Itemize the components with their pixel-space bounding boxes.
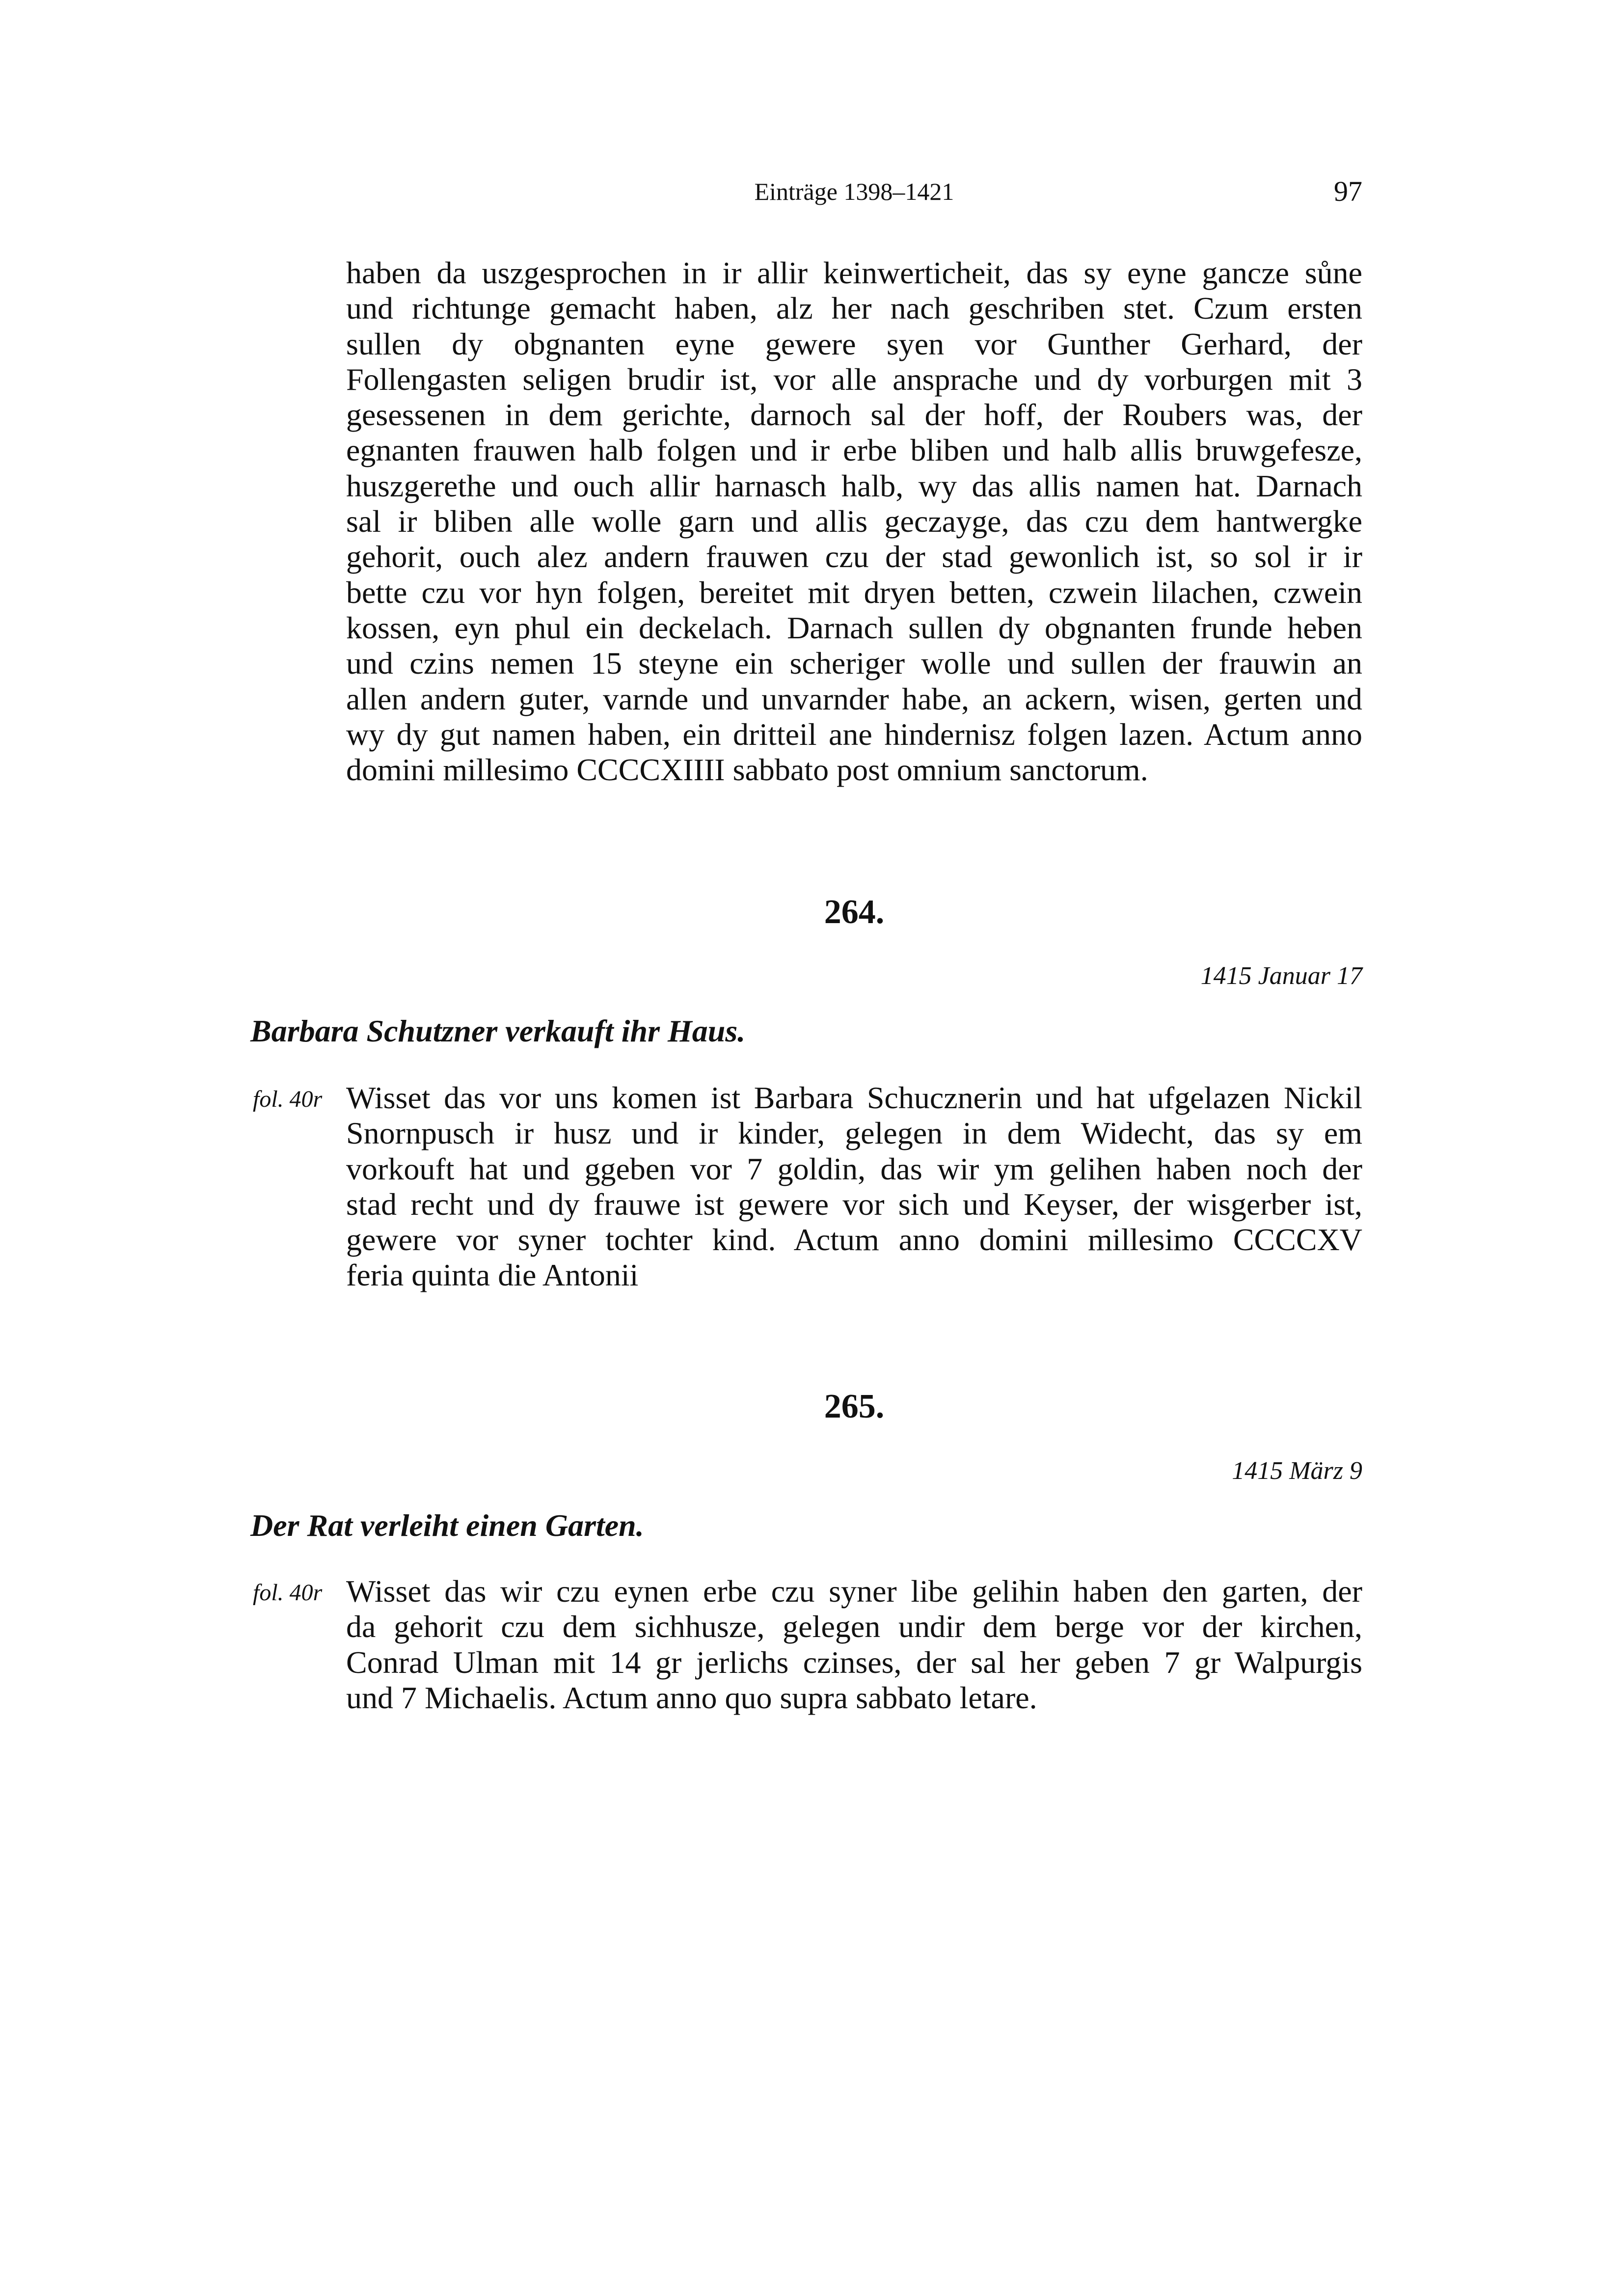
text-line: egnanten frauwen halb folgen und ir erbe bliben und halb allis bruwgefesze, [346,433,1362,468]
text-line: vorkouft hat und ggeben vor 7 goldin, das wir ym gelihen haben noch der [346,1151,1362,1186]
text-line: sullen dy obgnanten eyne gewere syen vor Gunther Gerhard, der [346,326,1362,361]
entry-date: 1415 März 9 [1232,1457,1362,1485]
text-line: wy dy gut namen haben, ein dritteil ane hindernisz folgen lazen. Actum anno [346,716,1362,752]
running-header [346,174,1362,209]
text-line: da gehorit czu dem sichhusze, gelegen undir dem berge vor der kirchen, [346,1609,1362,1644]
text-line: stad recht und dy frauwe ist gewere vor sich und Keyser, der wisgerber ist, [346,1186,1362,1222]
text-line: kossen, eyn phul ein deckelach. Darnach sullen dy obgnanten frunde heben [346,610,1362,645]
continuation-paragraph [346,255,1362,788]
text-line: Conrad Ulman mit 14 gr jerlichs czinses, der sal her geben 7 gr Walpurgis [346,1644,1362,1680]
folio-reference: fol. 40r [253,1086,323,1112]
text-line: bette czu vor hyn folgen, bereitet mit dryen betten, czwein lilachen, czwein [346,574,1362,610]
entry-title: Barbara Schutzner verkauft ihr Haus. [250,1013,746,1048]
entry-text [346,1574,1362,1716]
entry-text [346,1080,1362,1293]
entry-number: 264. [824,893,885,931]
text-line: und 7 Michaelis. Actum anno quo supra sabbato letare. [346,1680,1037,1715]
text-line: domini millesimo CCCCXIIII sabbato post omnium sanctorum. [346,752,1148,788]
text-line: und richtunge gemacht haben, alz her nach geschriben stet. Czum ersten [346,291,1362,326]
running-title: Einträge 1398–1421 [754,178,954,205]
folio-reference: fol. 40r [253,1580,323,1606]
entry-date: 1415 Januar 17 [1200,962,1362,990]
page-number: 97 [1334,175,1362,207]
text-line: allen andern guter, varnde und unvarnder habe, an ackern, wisen, gerten und [346,681,1362,716]
text-line: und czins nemen 15 steyne ein scheriger wolle und sullen der frauwin an [346,646,1362,681]
text-line: Snornpusch ir husz und ir kinder, gelegen in dem Widecht, das sy em [346,1116,1362,1151]
text-line: Wisset das wir czu eynen erbe czu syner libe gelihin haben den garten, der [346,1574,1362,1609]
text-line: huszgerethe und ouch allir harnasch halb, wy das allis namen hat. Darnach [346,468,1362,503]
text-line: sal ir bliben alle wolle garn und allis geczayge, das czu dem hantwergke [346,504,1362,539]
text-line: haben da uszgesprochen in ir allir keinwerticheit, das sy eyne gancze sůne [346,255,1362,290]
text-line: gewere vor syner tochter kind. Actum anno domini millesimo CCCCXV [346,1222,1362,1257]
text-line: gehorit, ouch alez andern frauwen czu der stad gewonlich ist, so sol ir ir [346,539,1362,574]
text-line: Wisset das vor uns komen ist Barbara Schucznerin und hat ufgelazen Nickil [346,1080,1362,1115]
text-line: Follengasten seligen brudir ist, vor alle ansprache und dy vorburgen mit 3 [346,361,1362,397]
text-line: feria quinta die Antonii [346,1257,639,1293]
entry-title: Der Rat verleiht einen Garten. [250,1508,644,1543]
text-line: gesessenen in dem gerichte, darnoch sal der hoff, der Roubers was, der [346,397,1362,433]
entry-number: 265. [824,1388,885,1425]
